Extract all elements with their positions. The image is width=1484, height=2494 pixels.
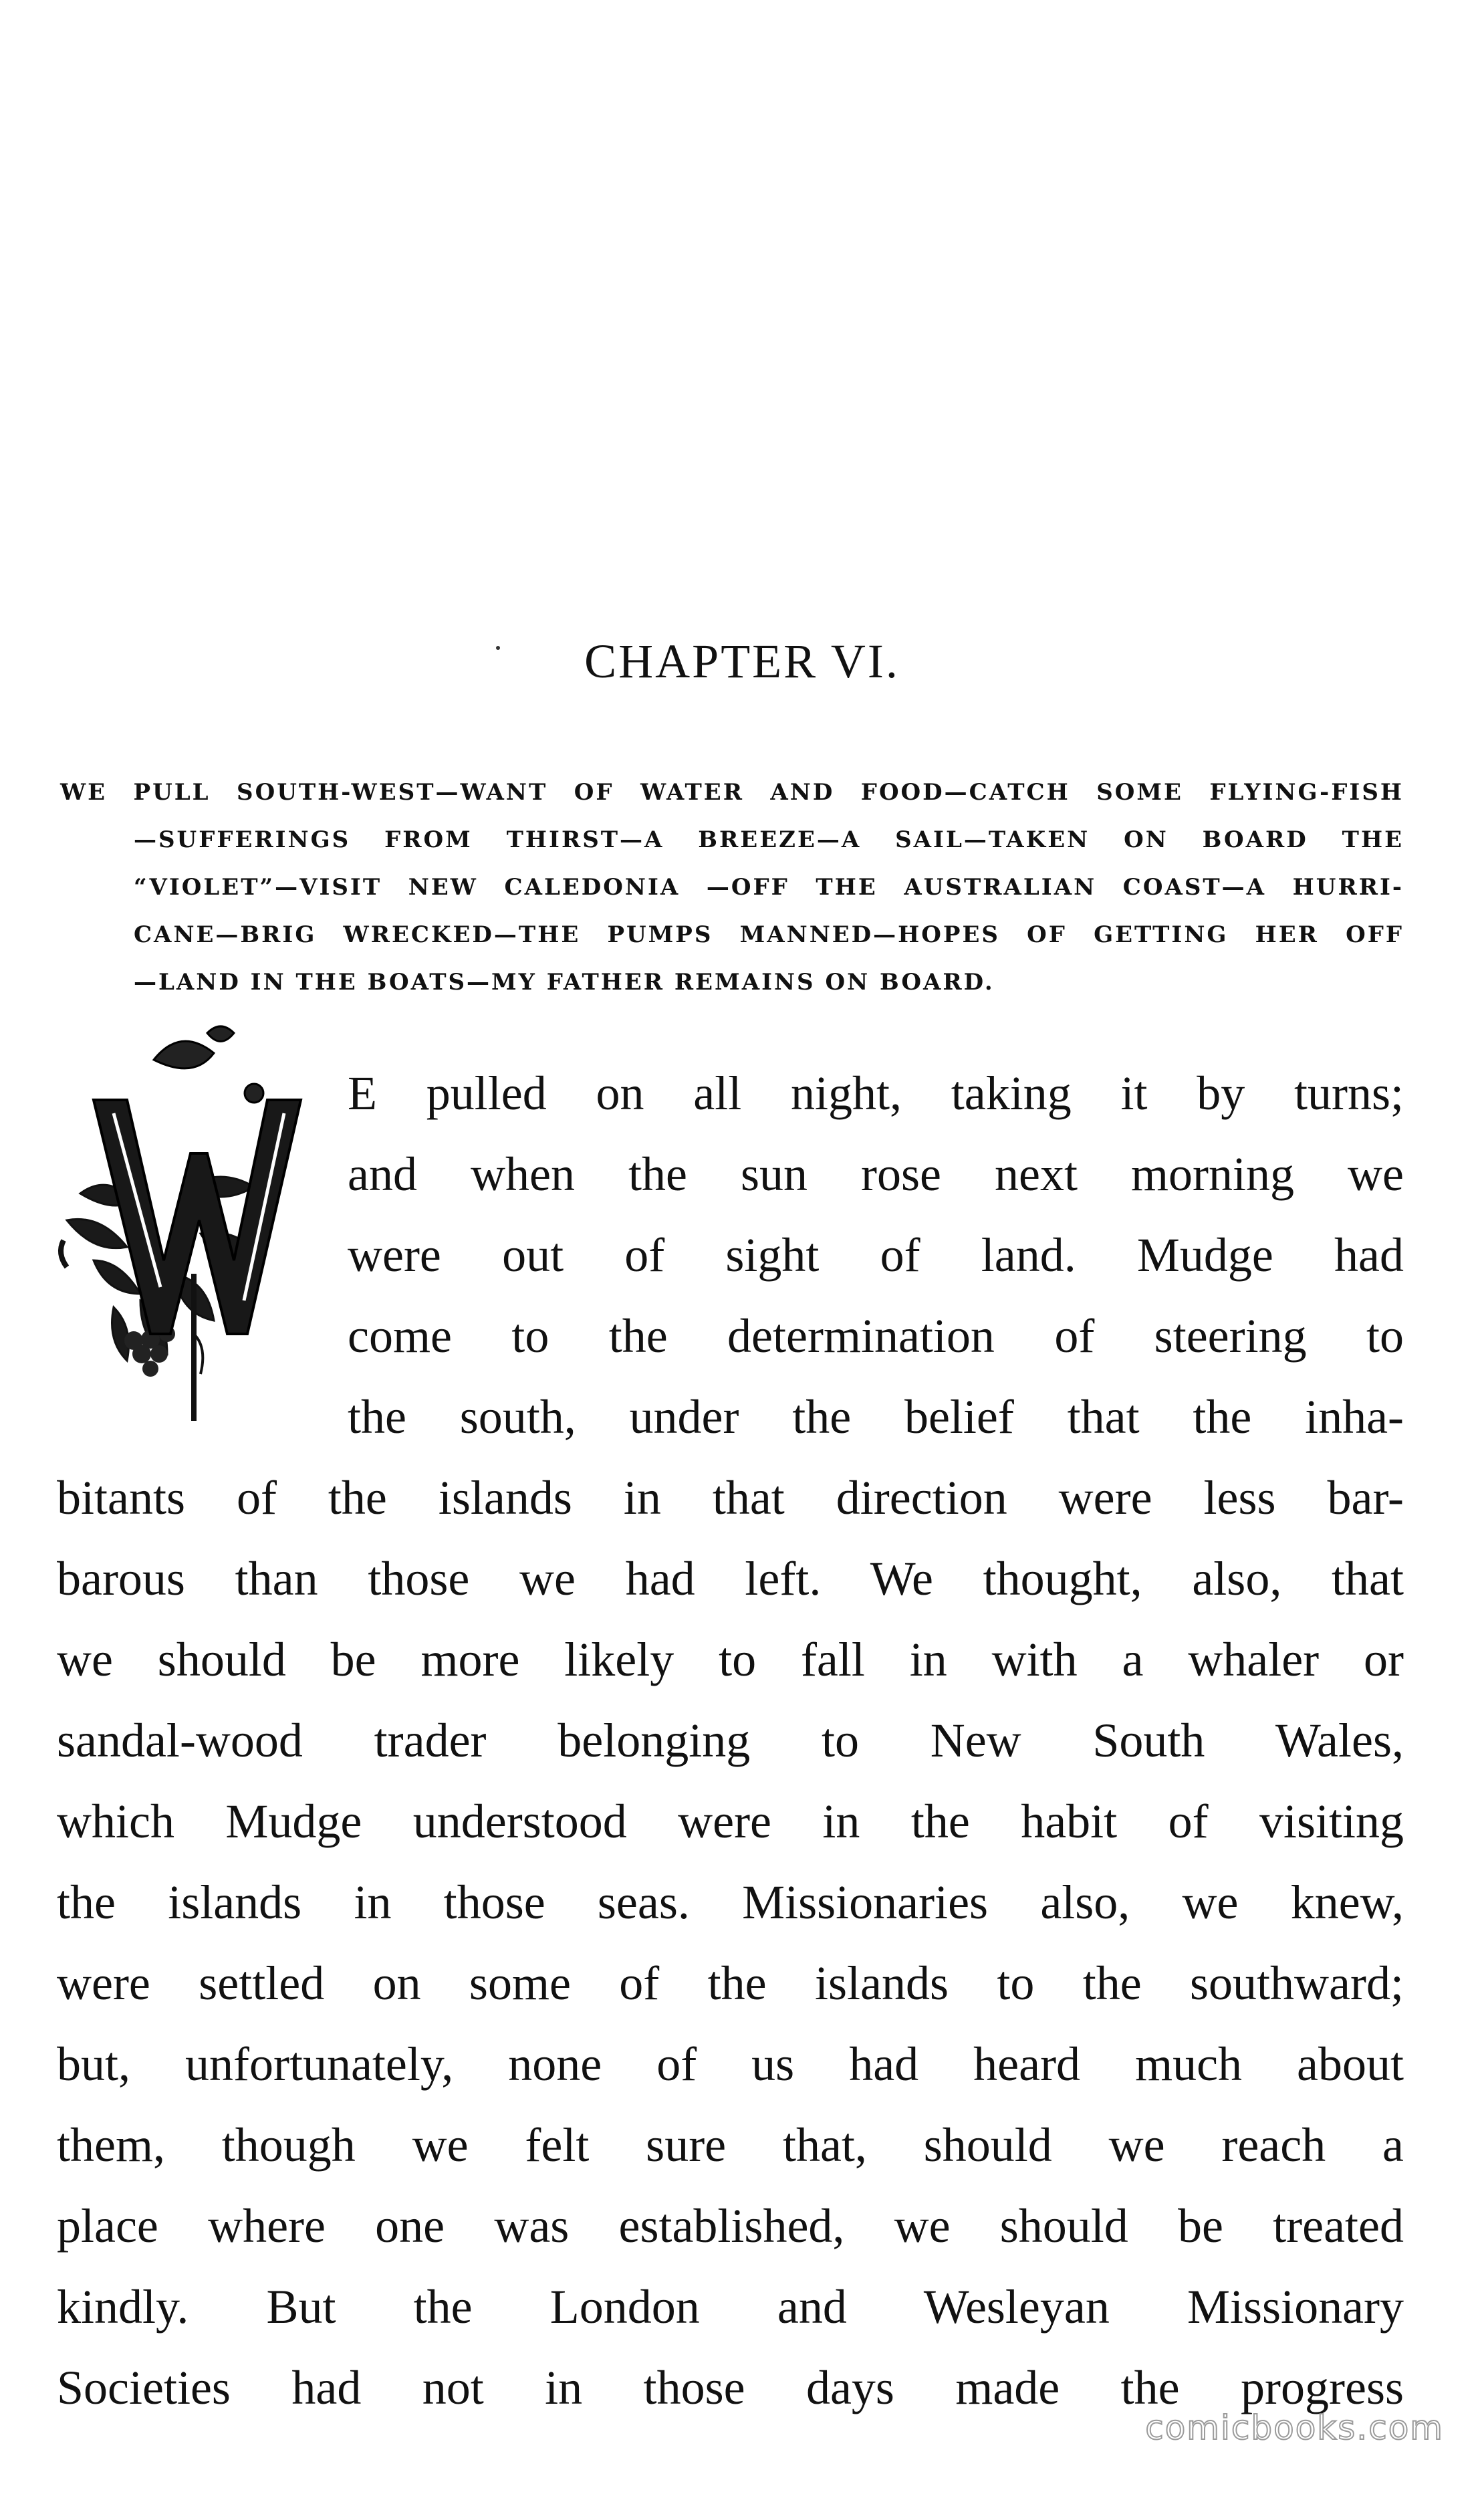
text-line: come to the determination of steering to bbox=[348, 1309, 1404, 1363]
summary-line: —LAND IN THE BOATS—MY FATHER REMAINS ON BOARD. bbox=[134, 969, 995, 996]
summary-line: —SUFFERINGS FROM THIRST—A BREEZE—A SAIL—TAKEN ON BOARD THE bbox=[134, 826, 1404, 853]
text-line: E pulled on all night, taking it by turns; bbox=[348, 1066, 1404, 1120]
text-line: the south, under the belief that the inha- bbox=[348, 1390, 1404, 1444]
text-line: sandal-wood trader belonging to New South Wales, bbox=[57, 1714, 1404, 1767]
text-line: place where one was established, we should be treated bbox=[57, 2199, 1404, 2253]
text-line: barous than those we had left. We thought, also, that bbox=[57, 1552, 1404, 1605]
text-line: which Mudge understood were in the habit of visiting bbox=[57, 1795, 1404, 1848]
text-line: but, unfortunately, none of us had heard much about bbox=[57, 2037, 1404, 2091]
text-line: Societies had not in those days made the progress bbox=[57, 2361, 1404, 2414]
chapter-summary bbox=[60, 769, 1404, 1006]
dropcap-illustration bbox=[53, 1020, 334, 1421]
text-line: kindly. But the London and Wesleyan Missionary bbox=[57, 2280, 1404, 2334]
text-line: and when the sun rose next morning we bbox=[348, 1147, 1404, 1201]
summary-line: CANE—BRIG WRECKED—THE PUMPS MANNED—HOPES OF GETTING HER OFF bbox=[134, 921, 1404, 948]
text-line: were settled on some of the islands to the southward; bbox=[57, 1956, 1404, 2010]
text-line: were out of sight of land. Mudge had bbox=[348, 1228, 1404, 1282]
summary-line: “VIOLET”—VISIT NEW CALEDONIA —OFF THE AUSTRALIAN COAST—A HURRI- bbox=[134, 874, 1404, 901]
text-line: bitants of the islands in that direction were less bar- bbox=[57, 1471, 1404, 1524]
site-watermark: comicbooks.com bbox=[1145, 2408, 1444, 2447]
summary-line: WE PULL SOUTH-WEST—WANT OF WATER AND FOOD—CATCH SOME FLYING-FISH bbox=[60, 779, 1404, 806]
opening-paragraph-indented bbox=[348, 1053, 1404, 1458]
text-line: the islands in those seas. Missionaries also, we knew, bbox=[57, 1876, 1404, 1929]
chapter-title: CHAPTER VI. bbox=[584, 635, 900, 688]
decorative-dropcap bbox=[53, 1020, 334, 1421]
text-line: we should be more likely to fall in with a whaler or bbox=[57, 1633, 1404, 1686]
paragraph-continuation bbox=[57, 1458, 1404, 2428]
text-line: them, though we felt sure that, should we reach a bbox=[57, 2118, 1404, 2172]
